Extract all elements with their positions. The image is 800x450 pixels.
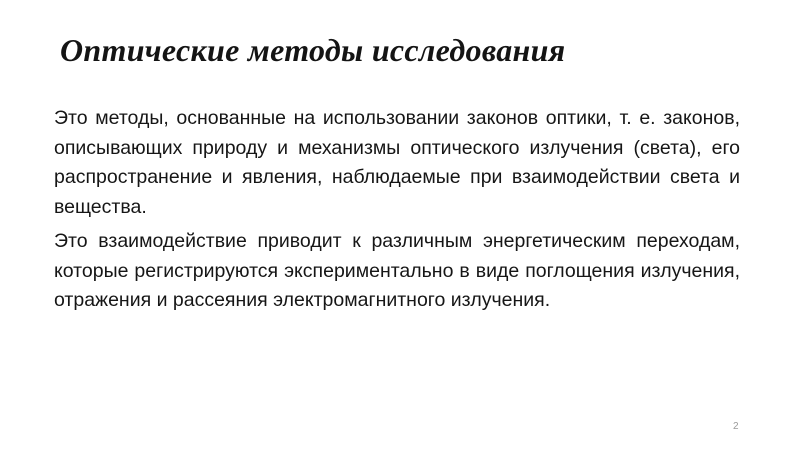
paragraph-definition: Это методы, основанные на использовании законов оптики, т. е. законов, описывающих природу и механизмы оптического излучения (света), его распространение и явления, наблюдаемые при взаимодействии света и вещества.	[54, 107, 740, 218]
slide-body	[54, 104, 740, 316]
page-number: 2	[733, 421, 739, 432]
paragraph-interaction: Это взаимодействие приводит к различным энергетическим переходам, которые регистрируются экспериментально в виде поглощения излучения, отражения и рассеяния электромагнитного излучения.	[54, 230, 740, 311]
slide-title: Оптические методы исследования	[60, 32, 566, 68]
